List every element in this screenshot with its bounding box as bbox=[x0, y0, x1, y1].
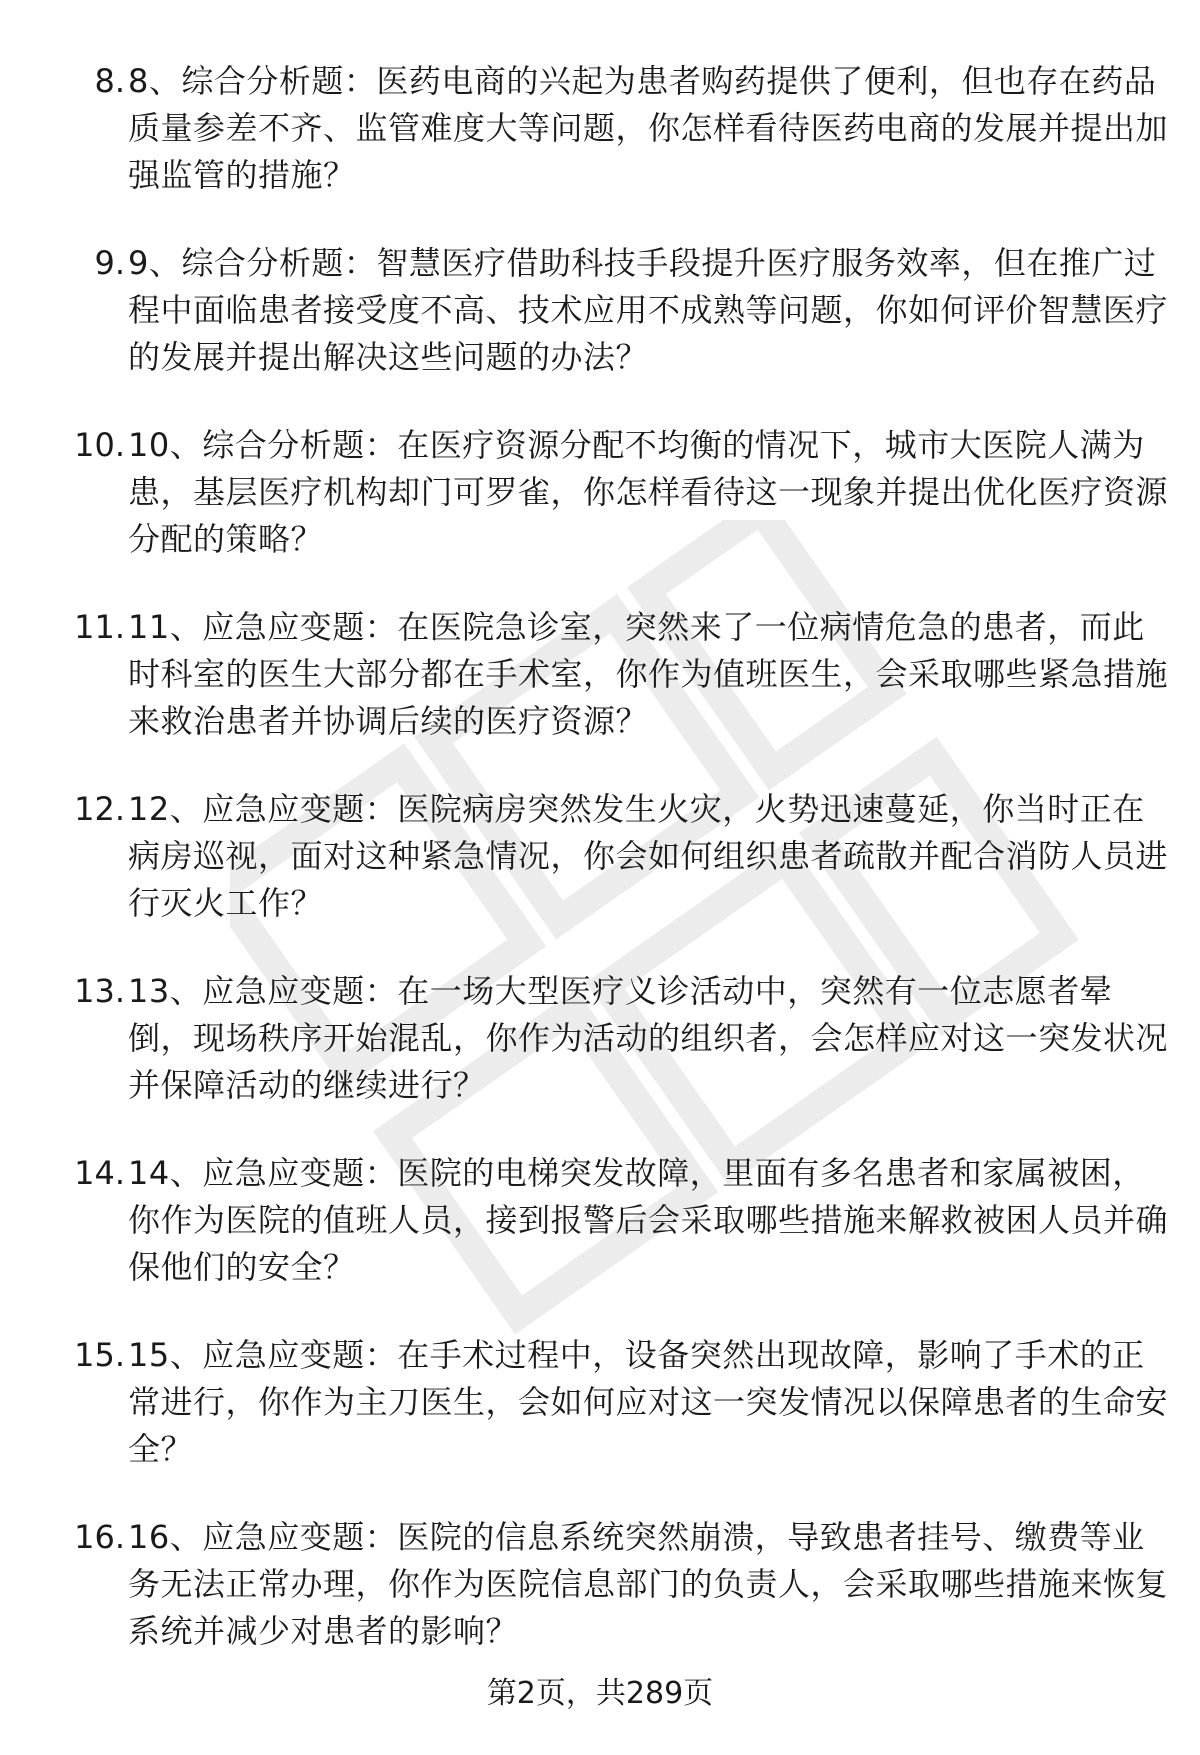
question-text: 16、应急应变题：医院的信息系统突然崩溃，导致患者挂号、缴费等业务无法正常办理，你作为医院信息部门的负责人，会采取哪些措施来恢复系统并减少对患者的影响？ bbox=[128, 1518, 1169, 1650]
question-number: 8. bbox=[94, 62, 125, 100]
question-number: 12. bbox=[74, 790, 125, 828]
question-number: 10. bbox=[74, 426, 125, 464]
question-number: 16. bbox=[74, 1518, 125, 1556]
list-item bbox=[0, 786, 1200, 968]
question-number: 14. bbox=[74, 1154, 125, 1192]
question-text: 12、应急应变题：医院病房突然发生火灾，火势迅速蔓延，你当时正在病房巡视，面对这种紧急情况，你会如何组织患者疏散并配合消防人员进行灭火工作？ bbox=[128, 790, 1169, 922]
list-item bbox=[0, 968, 1200, 1150]
question-number: 13. bbox=[74, 972, 125, 1010]
question-list bbox=[0, 58, 1200, 1696]
list-item bbox=[0, 604, 1200, 786]
list-item bbox=[0, 422, 1200, 604]
list-item bbox=[0, 240, 1200, 422]
question-text: 10、综合分析题：在医疗资源分配不均衡的情况下，城市大医院人满为患，基层医疗机构却门可罗雀，你怎样看待这一现象并提出优化医疗资源分配的策略？ bbox=[128, 426, 1169, 558]
question-text: 8、综合分析题：医药电商的兴起为患者购药提供了便利，但也存在药品质量参差不齐、监管难度大等问题，你怎样看待医药电商的发展并提出加强监管的措施？ bbox=[128, 62, 1169, 194]
list-item bbox=[0, 1332, 1200, 1514]
question-text: 15、应急应变题：在手术过程中，设备突然出现故障，影响了手术的正常进行，你作为主刀医生，会如何应对这一突发情况以保障患者的生命安全？ bbox=[128, 1336, 1169, 1468]
question-text: 13、应急应变题：在一场大型医疗义诊活动中，突然有一位志愿者晕倒，现场秩序开始混乱，你作为活动的组织者，会怎样应对这一突发状况并保障活动的继续进行？ bbox=[128, 972, 1169, 1104]
list-item bbox=[0, 1514, 1200, 1696]
question-text: 14、应急应变题：医院的电梯突发故障，里面有多名患者和家属被困，你作为医院的值班人员，接到报警后会采取哪些措施来解救被困人员并确保他们的安全？ bbox=[128, 1154, 1169, 1286]
question-number: 15. bbox=[74, 1336, 125, 1374]
question-number: 11. bbox=[74, 608, 125, 646]
question-number: 9. bbox=[94, 244, 125, 282]
list-item bbox=[0, 58, 1200, 240]
question-text: 11、应急应变题：在医院急诊室，突然来了一位病情危急的患者，而此时科室的医生大部分都在手术室，你作为值班医生，会采取哪些紧急措施来救治患者并协调后续的医疗资源？ bbox=[128, 608, 1169, 740]
question-text: 9、综合分析题：智慧医疗借助科技手段提升医疗服务效率，但在推广过程中面临患者接受度不高、技术应用不成熟等问题，你如何评价智慧医疗的发展并提出解决这些问题的办法？ bbox=[128, 244, 1169, 376]
list-item bbox=[0, 1150, 1200, 1332]
page-footer: 第2页，共289页 bbox=[486, 1676, 714, 1711]
